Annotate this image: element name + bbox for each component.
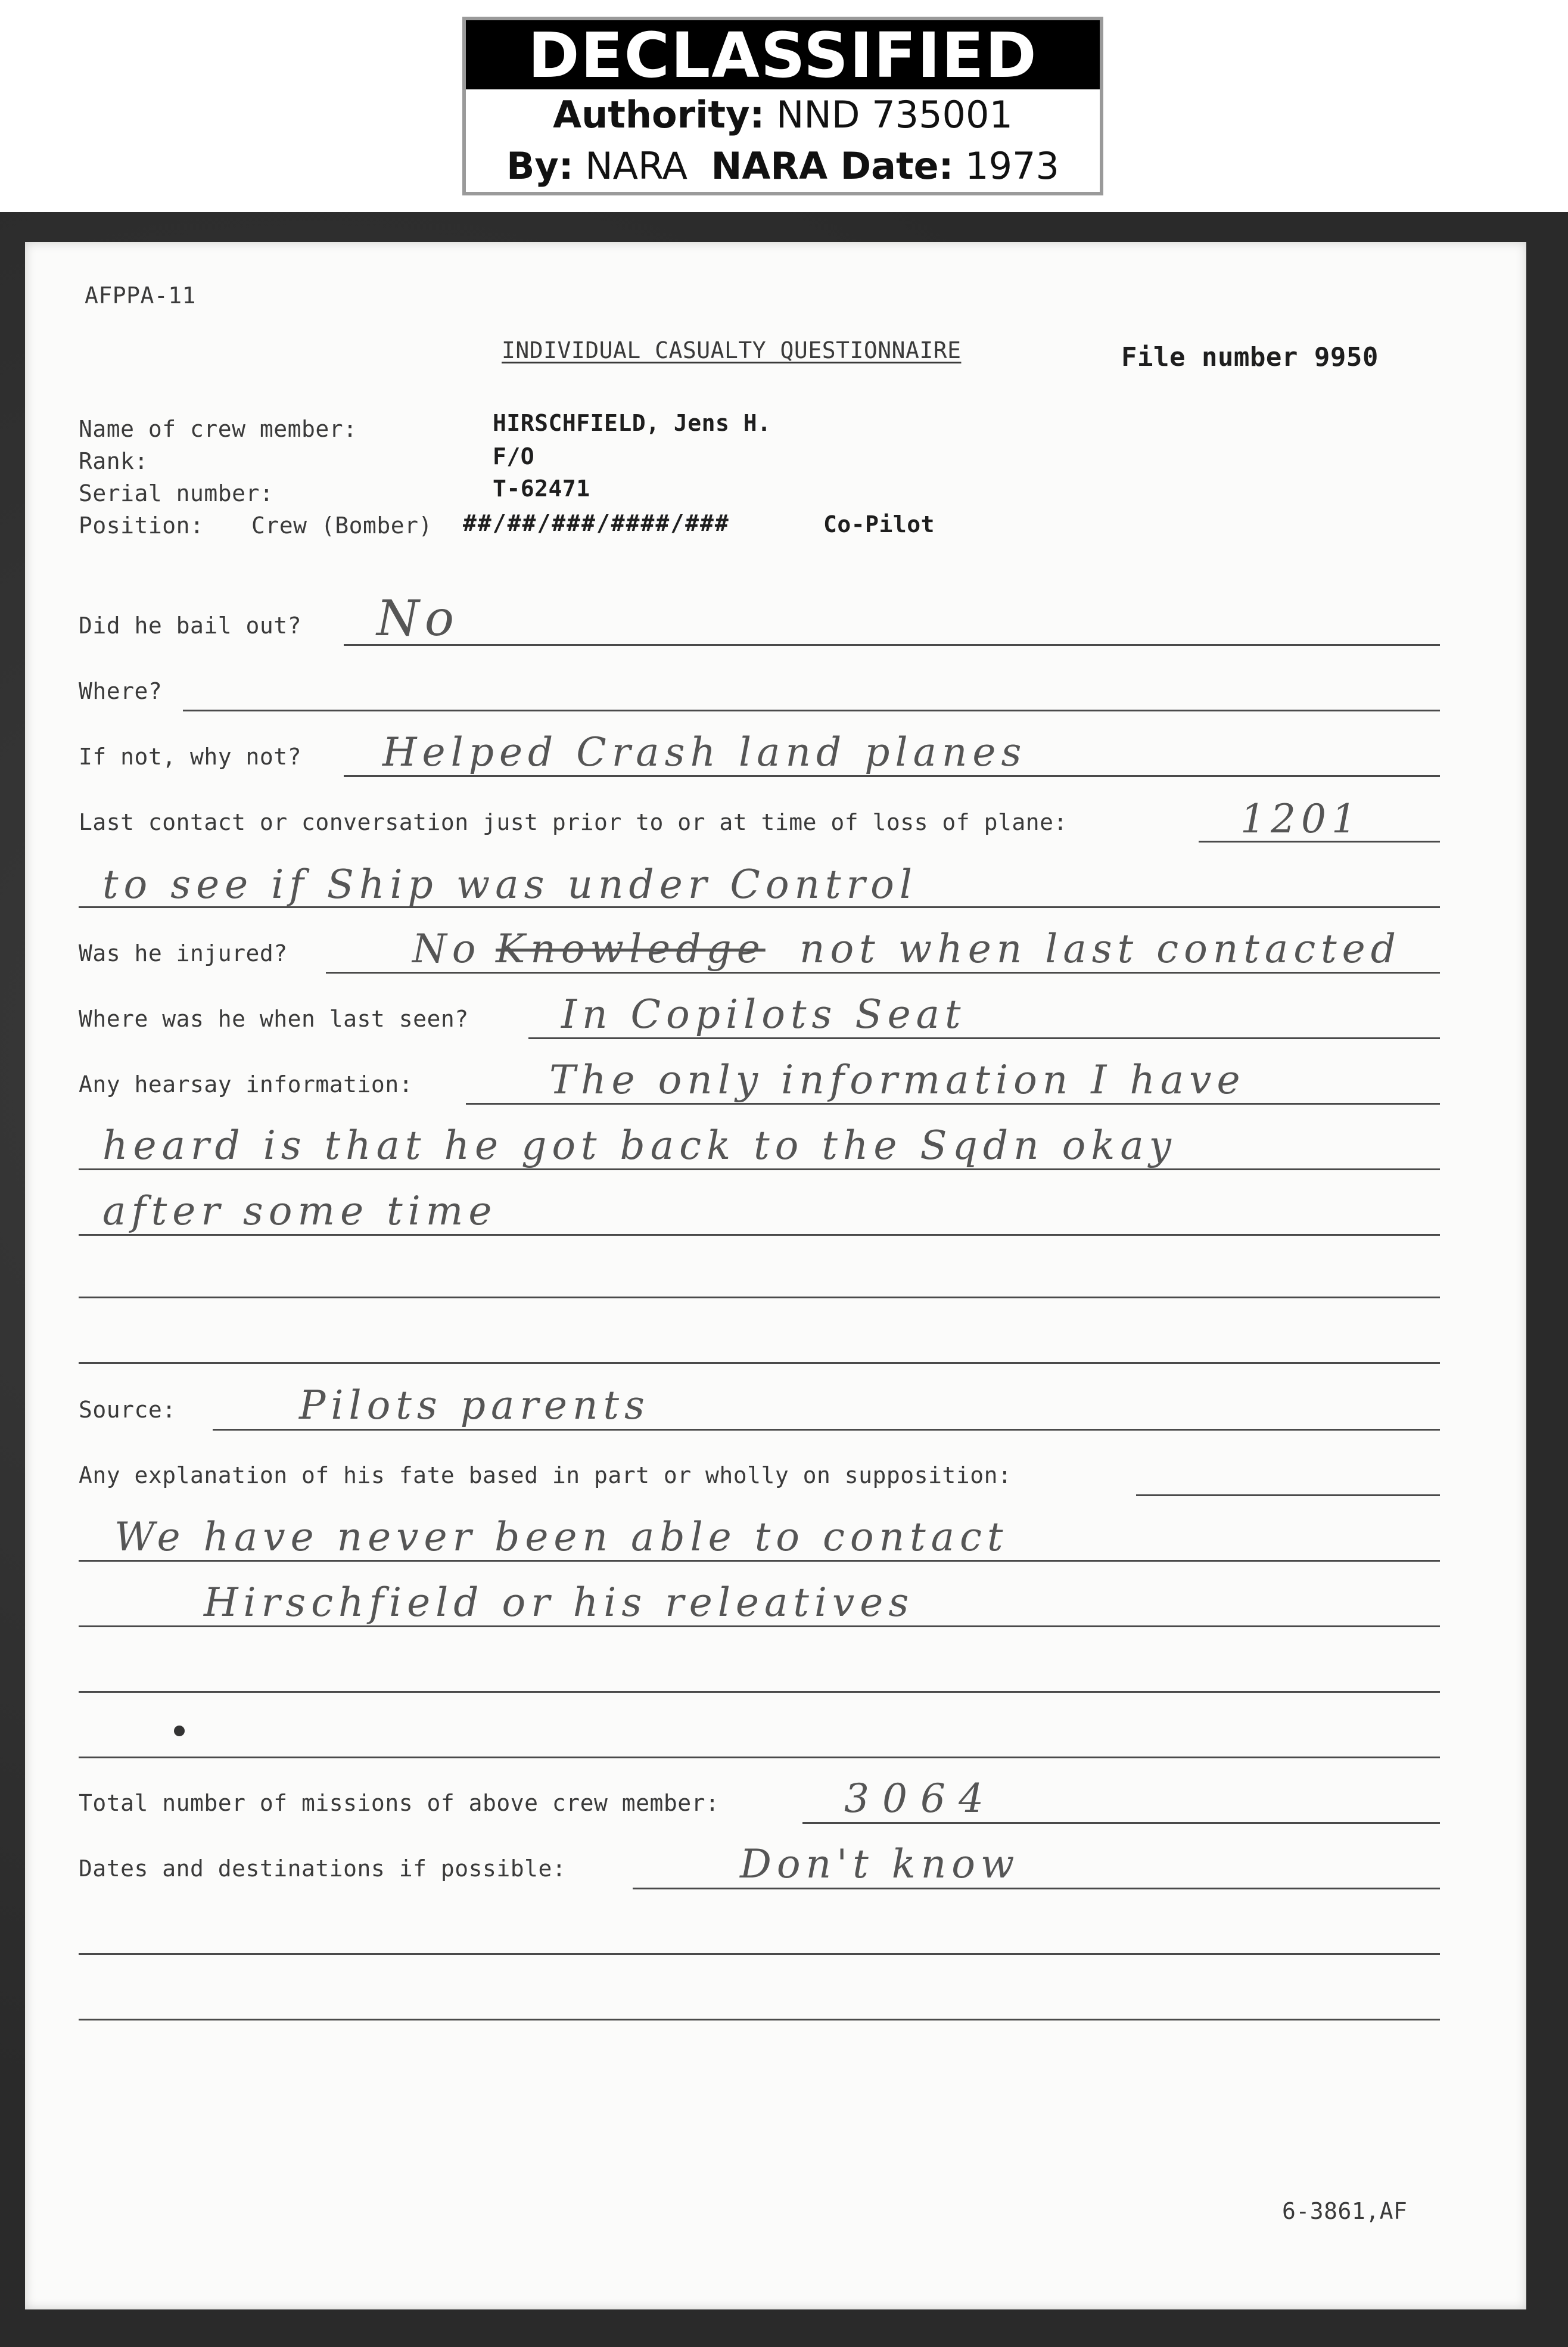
missions-answer: 3064 xyxy=(844,1776,997,1821)
scanned-page xyxy=(0,212,1568,2347)
declassified-stamp xyxy=(462,17,1103,195)
stamp-by-value: NARA xyxy=(585,144,688,188)
stamp-by-label: By: xyxy=(506,144,574,188)
stamp-title: DECLASSIFIED xyxy=(466,20,1100,89)
where-label: Where? xyxy=(79,678,163,704)
seen-line xyxy=(528,1037,1440,1039)
injured-answer-b: not when last contacted xyxy=(799,926,1401,972)
injured-answer-no: No xyxy=(412,926,481,972)
position-value: Co-Pilot xyxy=(823,511,935,537)
explanation-line-4 xyxy=(79,1691,1440,1693)
dates-label: Dates and destinations if possible: xyxy=(79,1855,567,1882)
stamp-date-label: NARA Date: xyxy=(711,144,954,188)
where-line xyxy=(183,710,1440,711)
missions-label: Total number of missions of above crew member: xyxy=(79,1790,720,1816)
bail-line xyxy=(344,644,1440,646)
bail-label: Did he bail out? xyxy=(79,613,302,639)
form-title: INDIVIDUAL CASUALTY QUESTIONNAIRE xyxy=(502,337,962,363)
why-answer: Helped Crash land planes xyxy=(382,729,1027,775)
questionnaire-sheet xyxy=(25,242,1526,2309)
form-code: AFPPA-11 xyxy=(85,282,197,309)
hearsay-label: Any hearsay information: xyxy=(79,1071,413,1098)
injured-answer-struck: Knowledge xyxy=(496,926,766,972)
why-label: If not, why not? xyxy=(79,744,302,770)
contact-answer-2: to see if Ship was under Control xyxy=(102,862,917,907)
dates-line-2 xyxy=(79,1953,1440,1955)
dates-line-3 xyxy=(79,2019,1440,2020)
source-answer: Pilots parents xyxy=(299,1382,650,1428)
stamp-authority-label: Authority: xyxy=(553,93,765,136)
injured-line xyxy=(326,972,1440,974)
serial-value: T-62471 xyxy=(493,475,590,502)
injured-label: Was he injured? xyxy=(79,940,288,966)
dates-line-1 xyxy=(633,1888,1440,1889)
contact-answer-1: 1201 xyxy=(1240,796,1362,842)
seen-answer: In Copilots Seat xyxy=(561,991,966,1037)
missions-line xyxy=(802,1822,1440,1824)
rank-value: F/O xyxy=(493,443,535,470)
stamp-authority-value: NND 735001 xyxy=(776,93,1013,136)
position-label: Position: xyxy=(79,512,204,539)
contact-label: Last contact or conversation just prior to or at time of loss of plane: xyxy=(79,809,1068,835)
explanation-answer-1: We have never been able to contact xyxy=(114,1514,1009,1560)
hearsay-answer-2: heard is that he got back to the Sqdn okay xyxy=(102,1123,1177,1168)
dates-answer: Don't know xyxy=(740,1841,1020,1887)
source-line xyxy=(213,1429,1440,1431)
explanation-line-5 xyxy=(79,1757,1440,1758)
ink-dot xyxy=(174,1726,185,1736)
footer-form-code: 6-3861,AF xyxy=(1282,2198,1408,2224)
file-number: File number 9950 xyxy=(1121,342,1379,372)
position-crew: Crew (Bomber) xyxy=(251,512,433,539)
explanation-line-3 xyxy=(79,1625,1440,1627)
hearsay-answer-3: after some time xyxy=(102,1188,497,1234)
hearsay-line-2 xyxy=(79,1168,1440,1170)
explanation-line-2 xyxy=(79,1560,1440,1562)
rank-label: Rank: xyxy=(79,448,148,474)
hearsay-line-4 xyxy=(79,1297,1440,1298)
hearsay-answer-1: The only information I have xyxy=(549,1057,1246,1103)
explanation-line-1 xyxy=(1136,1494,1440,1496)
hearsay-line-5 xyxy=(79,1362,1440,1364)
explanation-answer-2: Hirschfield or his releatives xyxy=(204,1580,914,1625)
hearsay-line-1 xyxy=(466,1103,1440,1105)
serial-label: Serial number: xyxy=(79,480,274,506)
name-label: Name of crew member: xyxy=(79,416,357,442)
stamp-by-line xyxy=(466,141,1100,192)
stamp-authority-line xyxy=(466,89,1100,141)
position-struck-text: ##/##/###/####/### xyxy=(463,510,730,536)
source-label: Source: xyxy=(79,1397,176,1423)
why-line xyxy=(344,775,1440,777)
stamp-date-value: 1973 xyxy=(965,144,1059,188)
bail-answer: No xyxy=(377,590,460,647)
name-value: HIRSCHFIELD, Jens H. xyxy=(493,410,771,436)
seen-label: Where was he when last seen? xyxy=(79,1006,469,1032)
explanation-label: Any explanation of his fate based in part or wholly on supposition: xyxy=(79,1462,1012,1488)
hearsay-line-3 xyxy=(79,1234,1440,1236)
